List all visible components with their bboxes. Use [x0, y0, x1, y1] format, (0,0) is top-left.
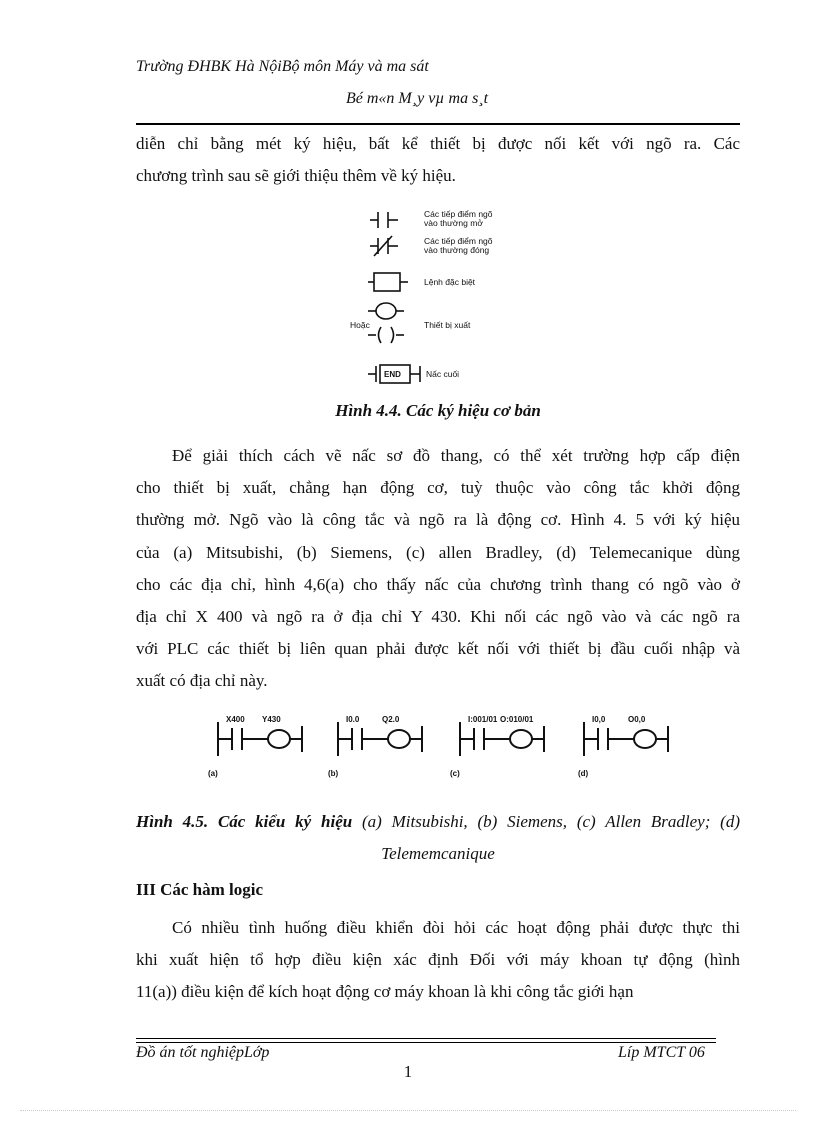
- text-line: với PLC các thiết bị liên quan phải được kết nối với thiết bị đầu cuối nhập và: [136, 639, 740, 659]
- output-address: Y430: [262, 715, 281, 724]
- or-label: Hoặc: [350, 320, 370, 330]
- figure-4-5-caption-title: Hình 4.5. Các kiểu ký hiệu: [136, 812, 353, 831]
- footer-rule-1: [136, 1038, 716, 1039]
- no-contact-label-2: vào thường mở: [424, 218, 483, 228]
- no-contact-label-1: Các tiếp điểm ngõ: [424, 209, 493, 219]
- header-rule: [136, 123, 740, 125]
- output-address: O:010/01: [500, 715, 534, 724]
- output-coil-paren-right: [391, 327, 394, 343]
- header-line-1: Trường ĐHBK Hà NộiBộ môn Máy và ma sát: [136, 58, 429, 75]
- paragraph-2: [136, 440, 740, 698]
- paragraph-3: [136, 912, 740, 1009]
- output-address: O0,0: [628, 715, 646, 724]
- page-number: 1: [403, 1062, 413, 1081]
- text-line: của (a) Mitsubishi, (b) Siemens, (c) allen Bradley, (d) Telemecanique dùng: [136, 542, 740, 562]
- output-coil: [388, 730, 410, 748]
- diagram-tag: (a): [208, 769, 218, 778]
- input-address: I:001/01: [468, 715, 498, 724]
- diagram-tag: (b): [328, 769, 339, 778]
- ladder-symbols-figure: [208, 708, 692, 786]
- output-coil-paren-left: [379, 327, 382, 343]
- figure-4-5-caption: [136, 806, 740, 870]
- figure-4-4-caption: Hình 4.4. Các ký hiệu cơ bản: [335, 401, 541, 420]
- text-line: cho các địa chỉ, hình 4,6(a) cho thấy nấc của chương trình thang có ngõ vào ở: [136, 574, 740, 594]
- paragraph-1: [136, 128, 740, 192]
- output-coil-circle: [376, 303, 396, 319]
- page-bottom-dotted-line: [20, 1110, 796, 1111]
- footer-left: Đồ án tốt nghiệpLớp: [136, 1044, 270, 1061]
- end-rung-label: Nấc cuối: [426, 369, 460, 379]
- special-instruction-box: [374, 273, 400, 291]
- text-line: diễn chỉ bằng mét ký hiệu, bất kể thiết bị được nối kết với ngõ ra. Các: [136, 134, 740, 153]
- section-title: III Các hàm logic: [136, 880, 264, 899]
- output-coil: [268, 730, 290, 748]
- footer-rule-2: [136, 1042, 716, 1043]
- text-line: Để giải thích cách vẽ nấc sơ đồ thang, có thể xét trường hợp cấp điện: [172, 446, 740, 465]
- basic-symbols-figure: [350, 200, 530, 395]
- output-address: Q2.0: [382, 715, 400, 724]
- figure-4-5-caption-text: (a) Mitsubishi, (b) Siemens, (c) Allen Bradley; (d): [352, 812, 740, 831]
- output-coil: [510, 730, 532, 748]
- footer-right: Líp MTCT 06: [618, 1044, 705, 1061]
- figure-4-5-caption-line2: Telememcanique: [381, 844, 495, 863]
- text-line: địa chỉ X 400 và ngõ ra ở địa chỉ Y 430. Khi nối các ngõ vào và các ngõ ra: [136, 607, 740, 627]
- text-line: chương trình sau sẽ giới thiệu thêm về ký hiệu.: [136, 166, 456, 186]
- text-line: cho thiết bị xuất, chẳng hạn động cơ, tuỳ thuộc vào công tắc khởi động: [136, 478, 740, 498]
- input-address: I0,0: [592, 715, 606, 724]
- text-line: thường mở. Ngõ vào là công tắc và ngõ ra là động cơ. Hình 4. 5 với ký hiệu: [136, 510, 740, 530]
- special-instruction-label: Lệnh đặc biệt: [424, 277, 476, 287]
- nc-contact-label-2: vào thường đóng: [424, 245, 490, 255]
- nc-contact-label-1: Các tiếp điểm ngõ: [424, 236, 493, 246]
- output-coil: [634, 730, 656, 748]
- diagram-tag: (c): [450, 769, 460, 778]
- header-line-2: Bé m«n M¸y vµ ma s¸t: [346, 90, 489, 107]
- text-line: xuất có địa chỉ này.: [136, 671, 268, 691]
- text-line: Có nhiều tình huống điều khiển đòi hỏi các hoạt động phải được thực thi: [172, 918, 740, 937]
- text-line: 11(a)) điều kiện để kích hoạt động cơ máy khoan là khi công tắc giới hạn: [136, 982, 634, 1002]
- text-line: khi xuất hiện tổ hợp điều kiện xác định Đối với máy khoan tự động (hình: [136, 950, 740, 970]
- input-address: I0.0: [346, 715, 360, 724]
- end-box-text: END: [384, 370, 401, 379]
- diagram-tag: (d): [578, 769, 589, 778]
- output-device-label: Thiết bị xuất: [424, 320, 471, 330]
- input-address: X400: [226, 715, 245, 724]
